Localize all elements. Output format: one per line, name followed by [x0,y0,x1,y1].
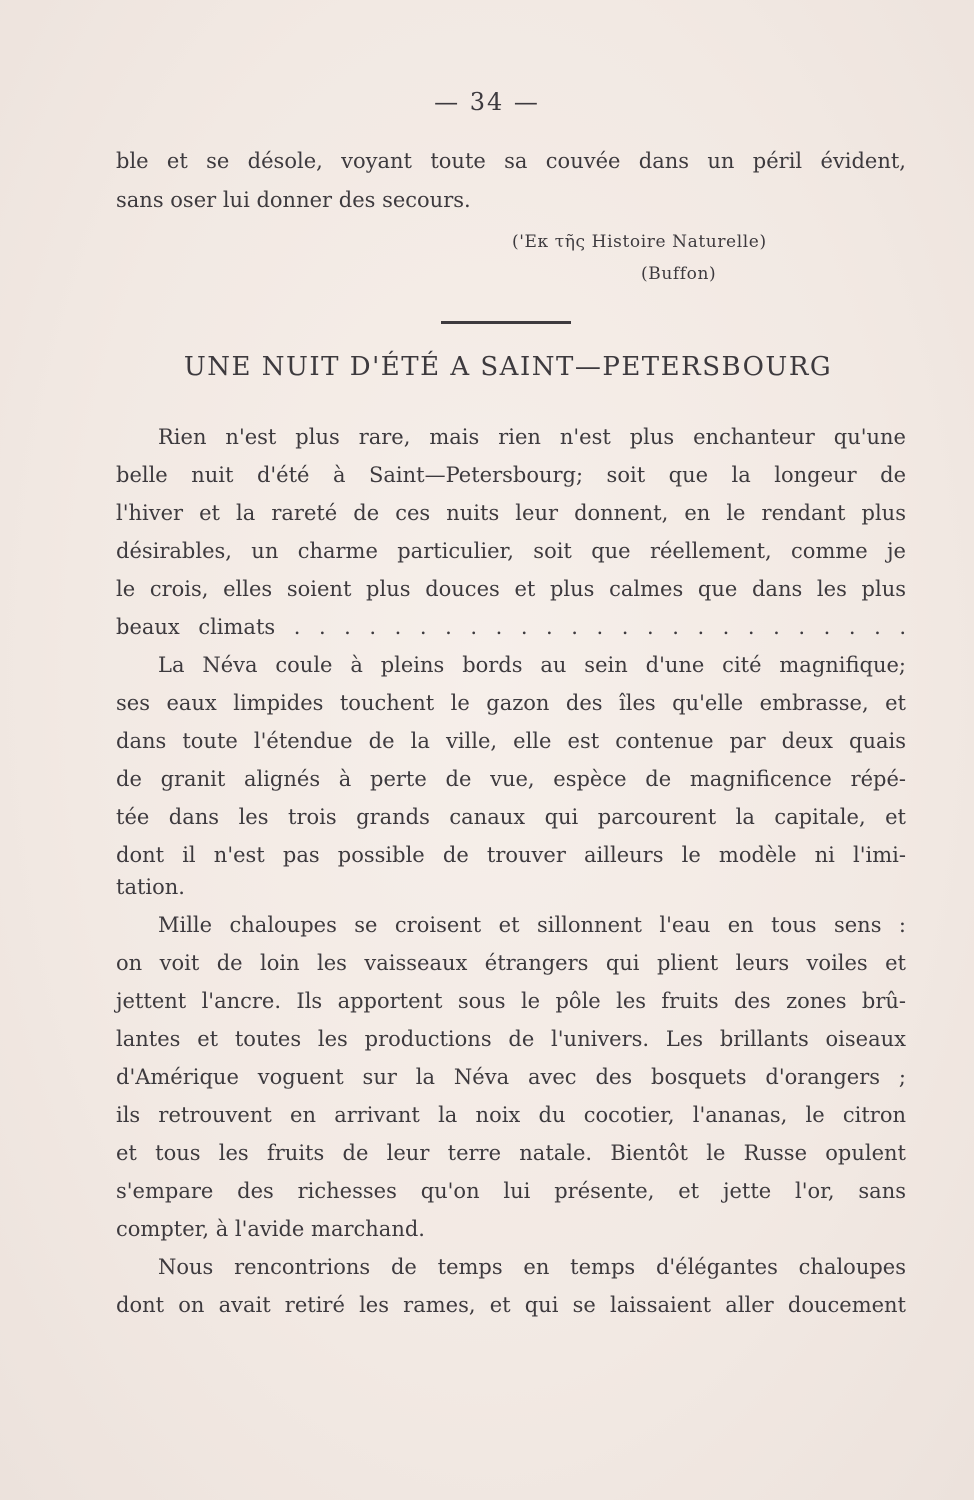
paragraph-line: ses eaux limpides touchent le gazon des îles qu'elle embrasse, et [116,691,906,715]
paragraph-line: compter, à l'avide marchand. [116,1217,425,1241]
paragraph-line: dont il n'est pas possible de trouver ailleurs le modèle ni l'imi- [116,843,906,867]
paragraph-line: Nous rencontrions de temps en temps d'élégantes chaloupes [158,1255,906,1279]
intro-line: sans oser lui donner des secours. [116,188,471,212]
paragraph-line: belle nuit d'été à Saint—Petersbourg; soit que la longeur de [116,463,906,487]
paragraph-line: dans toute l'étendue de la ville, elle est contenue par deux quais [116,729,906,753]
section-divider [441,321,571,324]
paragraph-line: jettent l'ancre. Ils apportent sous le pôle les fruits des zones brû- [116,989,906,1013]
citation-author: (Buffon) [641,264,717,284]
paragraph-line: et tous les fruits de leur terre natale. Bientôt le Russe opulent [116,1141,906,1165]
section-title: UNE NUIT D'ÉTÉ A SAINT—PETERSBOURG [183,352,833,382]
paragraph-line: dont on avait retiré les rames, et qui se laissaient aller doucement [116,1293,906,1317]
citation-source: ('Εκ τῆς Histoire Naturelle) [512,232,767,252]
paragraph-line: Mille chaloupes se croisent et sillonnent l'eau en tous sens : [158,913,906,937]
paragraph-line: de granit alignés à perte de vue, espèce de magnificence répé- [116,767,906,791]
paragraph-line: s'empare des richesses qu'on lui présente, et jette l'or, sans [116,1179,906,1203]
paragraph-line: La Néva coule à pleins bords au sein d'une cité magnifique; [158,653,906,677]
paragraph-line: l'hiver et la rareté de ces nuits leur donnent, en le rendant plus [116,501,906,525]
paragraph-line: beaux climats . . . . . . . . . . . . . . . . . . . . . . . . . [116,615,906,639]
paragraph-line: le crois, elles soient plus douces et plus calmes que dans les plus [116,577,906,601]
intro-line: ble et se désole, voyant toute sa couvée dans un péril évident, [116,149,906,173]
page-number: — 34 — [434,88,540,116]
paragraph-line: Rien n'est plus rare, mais rien n'est plus enchanteur qu'une [158,425,906,449]
paragraph-line: tée dans les trois grands canaux qui parcourent la capitale, et [116,805,906,829]
paragraph-line: ils retrouvent en arrivant la noix du cocotier, l'ananas, le citron [116,1103,906,1127]
paragraph-line: tation. [116,875,185,899]
paragraph-line: d'Amérique voguent sur la Néva avec des bosquets d'orangers ; [116,1065,906,1089]
paragraph-line: désirables, un charme particulier, soit que réellement, comme je [116,539,906,563]
paragraph-line: lantes et toutes les productions de l'univers. Les brillants oiseaux [116,1027,906,1051]
paragraph-line: on voit de loin les vaisseaux étrangers qui plient leurs voiles et [116,951,906,975]
